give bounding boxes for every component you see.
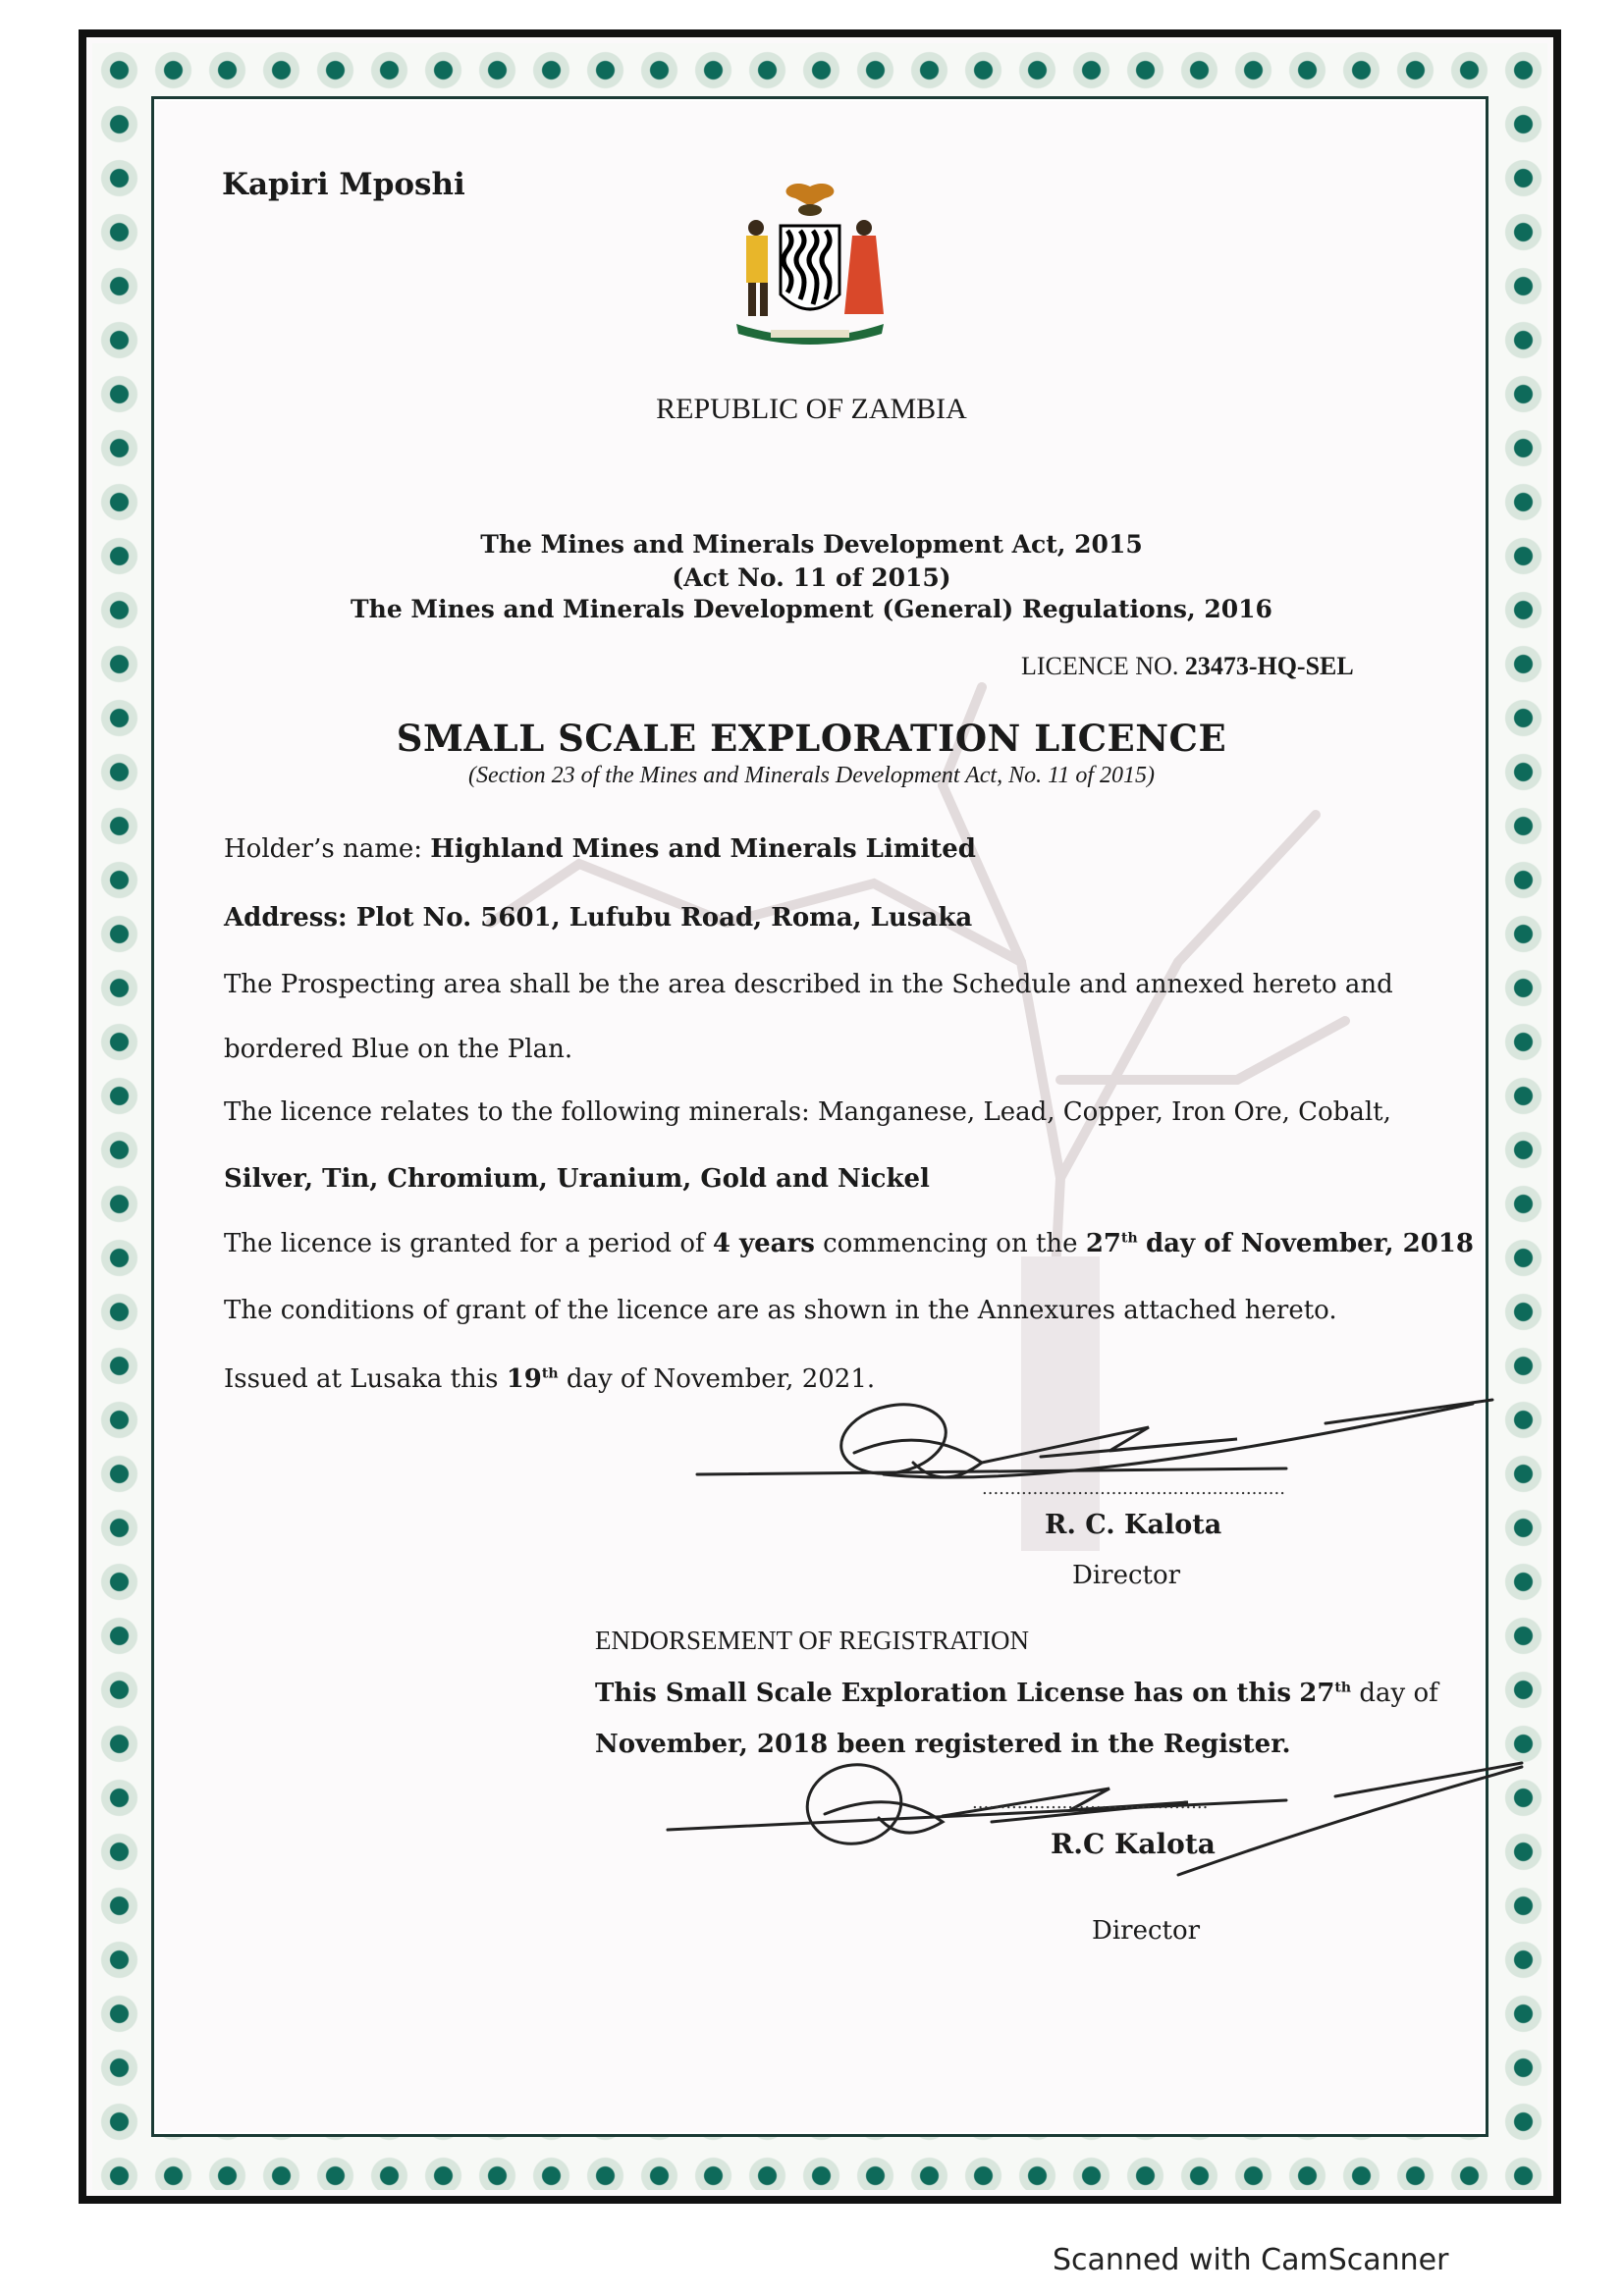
- endorsement-text-post: day of: [1359, 1679, 1438, 1708]
- issued-date: day of November, 2021.: [566, 1364, 876, 1394]
- period-date: day of November, 2018: [1145, 1229, 1474, 1258]
- svg-text:..............................: ......................................................: [982, 1478, 1285, 1499]
- endorsement-line-2: November, 2018 been registered in the Register.: [595, 1730, 1291, 1759]
- signatory-2-role: Director: [1092, 1916, 1201, 1946]
- issued-text: Issued at Lusaka this: [224, 1364, 499, 1394]
- issued-day: 19: [506, 1364, 542, 1394]
- holder-label: Holder’s name:: [224, 834, 423, 864]
- period-day-suffix: th: [1121, 1230, 1138, 1247]
- holder-value: Highland Mines and Minerals Limited: [430, 834, 976, 864]
- signatory-1-name: R. C. Kalota: [1045, 1510, 1222, 1540]
- signatory-1-role: Director: [1072, 1561, 1181, 1590]
- issuing-location: Kapiri Mposhi: [222, 167, 465, 202]
- endorsement-text: This Small Scale Exploration License has on this: [595, 1679, 1291, 1708]
- signature-1-image: [687, 1384, 1522, 1522]
- period-text: The licence is granted for a period of: [224, 1229, 705, 1258]
- minerals-line-2: Silver, Tin, Chromium, Uranium, Gold and Nickel: [224, 1164, 930, 1194]
- regulations-title: The Mines and Minerals Development (General) Regulations, 2016: [351, 595, 1272, 623]
- licence-subtitle: (Section 23 of the Mines and Minerals Development Act, No. 11 of 2015): [468, 763, 1155, 788]
- address-line: Address: Plot No. 5601, Lufubu Road, Roma, Lusaka: [224, 903, 973, 933]
- licence-number: [1021, 652, 1354, 681]
- zambia-coat-of-arms-icon: [717, 177, 903, 363]
- act-title: The Mines and Minerals Development Act, 2015: [480, 530, 1143, 559]
- licence-title: SMALL SCALE EXPLORATION LICENCE: [396, 717, 1227, 760]
- period-day: 27: [1085, 1229, 1122, 1258]
- licence-number-label: LICENCE NO.: [1021, 652, 1179, 680]
- scanner-watermark-text: Scanned with CamScanner: [1053, 2243, 1449, 2277]
- endorsement-day: 27: [1299, 1679, 1335, 1708]
- issued-day-suffix: th: [541, 1365, 559, 1382]
- signatory-2-name: R.C Kalota: [1051, 1828, 1216, 1860]
- prospecting-area-line-1: The Prospecting area shall be the area described in the Schedule and annexed hereto and: [224, 970, 1393, 999]
- act-number: (Act No. 11 of 2015): [672, 563, 951, 592]
- conditions-line: The conditions of grant of the licence are as shown in the Annexures attached hereto.: [224, 1296, 1337, 1325]
- period-years: 4 years: [712, 1229, 815, 1258]
- svg-text:..............................: ..........................................: [972, 1792, 1209, 1813]
- minerals-line-1: The licence relates to the following minerals: Manganese, Lead, Copper, Iron Ore, Cobalt,: [224, 1097, 1391, 1127]
- holder-name-line: [224, 834, 976, 864]
- licence-number-value: 23473-HQ-SEL: [1184, 652, 1354, 680]
- licence-period-line: [224, 1229, 1474, 1258]
- endorsement-day-suffix: th: [1334, 1680, 1352, 1696]
- republic-heading: REPUBLIC OF ZAMBIA: [656, 393, 967, 425]
- endorsement-line-1: [595, 1679, 1438, 1708]
- signature-2-image: [658, 1728, 1542, 1885]
- endorsement-heading: ENDORSEMENT OF REGISTRATION: [595, 1626, 1030, 1655]
- period-text-mid: commencing on the: [823, 1229, 1078, 1258]
- prospecting-area-line-2: bordered Blue on the Plan.: [224, 1035, 573, 1064]
